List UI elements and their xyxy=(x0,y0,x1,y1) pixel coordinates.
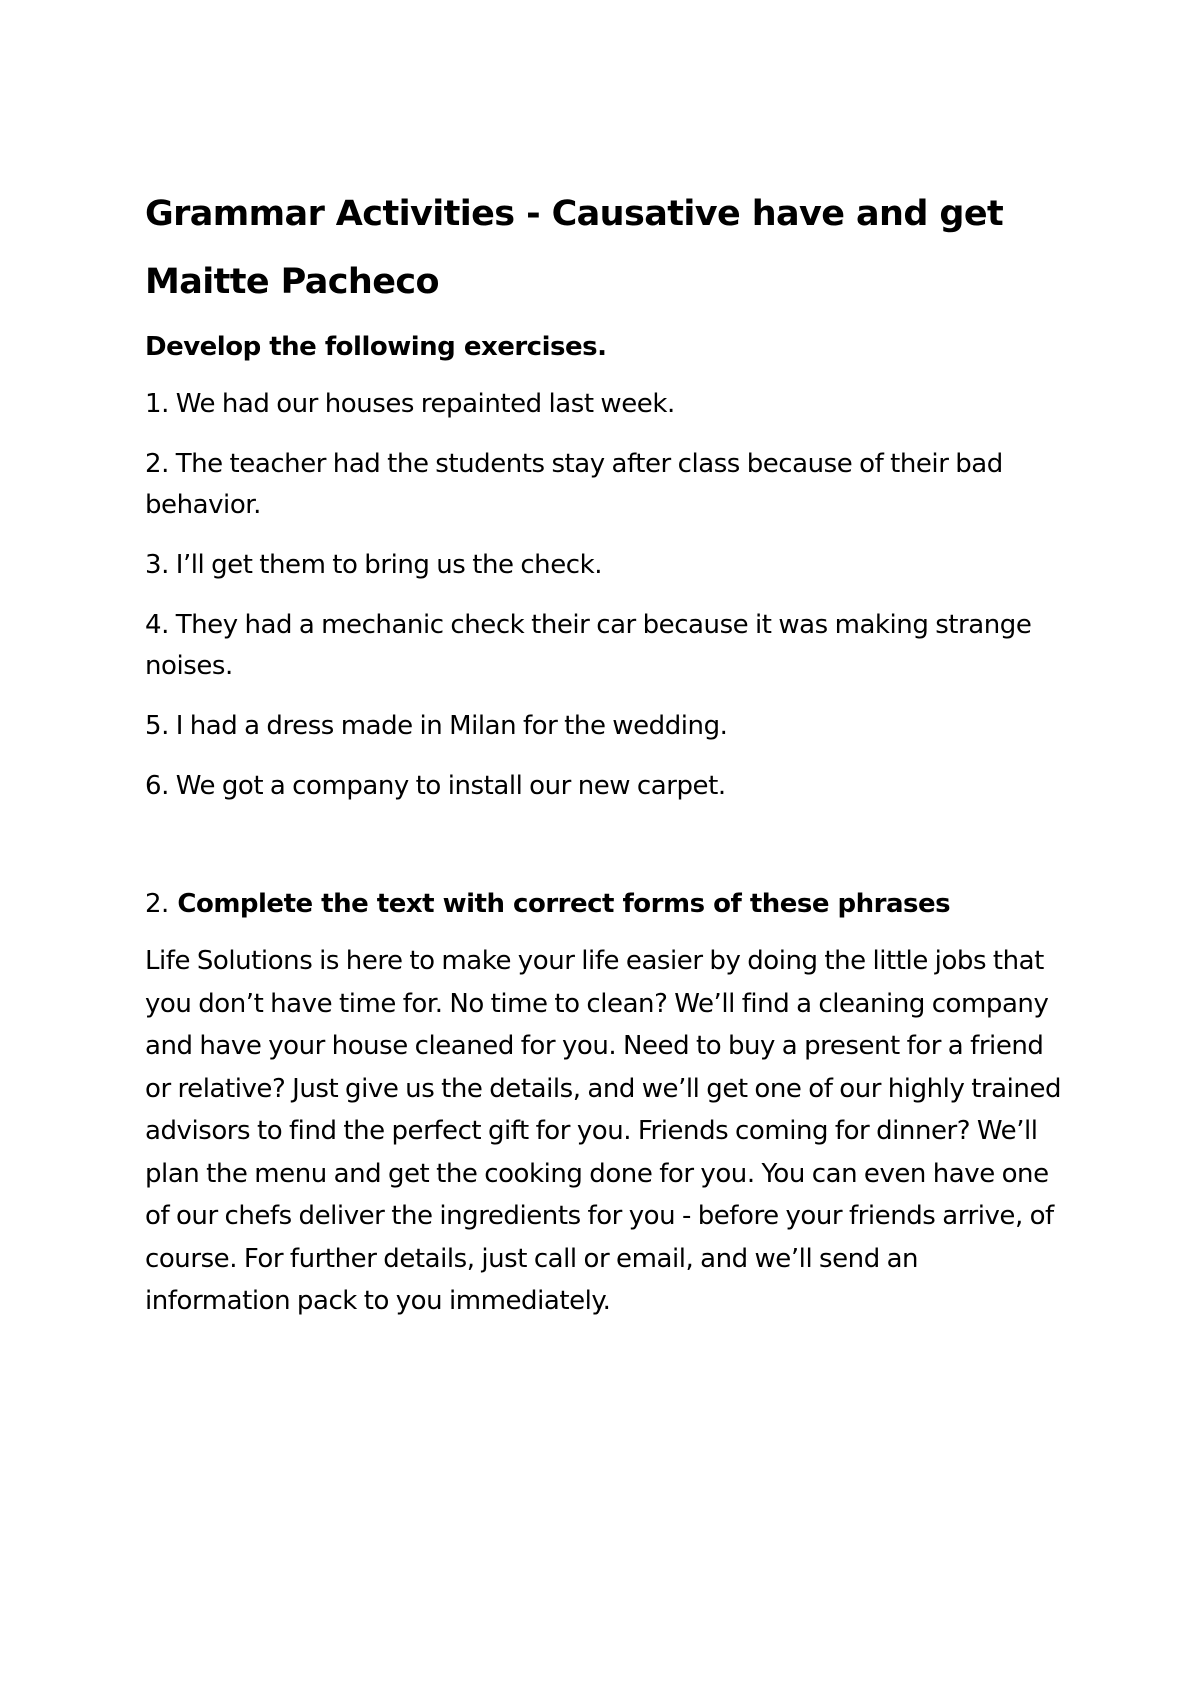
exercise-list xyxy=(145,384,1065,807)
author-name: Maitte Pacheco xyxy=(145,262,439,302)
document-content xyxy=(145,192,1065,1323)
exercise-item-2: 2. The teacher had the students stay after class because of their bad behavior. xyxy=(145,449,1003,520)
exercise-item-1: 1. We had our houses repainted last week. xyxy=(145,389,675,419)
exercise-item-4: 4. They had a mechanic check their car because it was making strange noises. xyxy=(145,610,1032,681)
section-2-number: 2. xyxy=(145,889,169,919)
exercise-item-3: 3. I’ll get them to bring us the check. xyxy=(145,550,603,580)
exercise-instruction: Develop the following exercises. xyxy=(145,332,607,362)
section-2-paragraph: Life Solutions is here to make your life easier by doing the little jobs that you don’t have time for. No time to clean? We’ll find a cleaning company and have your house cleaned for you. Need to buy a present for a friend or relative? Just give us the details, and we’ll get one of our highly trained advisors to find the perfect gift for you. Friends coming for dinner? We’ll plan the menu and get the cooking done for you. You can even have one of our chefs deliver the ingredients for you - before your friends arrive, of course. For further details, just call or email, and we’ll send an information pack to you immediately. xyxy=(145,946,1062,1316)
section-2-title: Complete the text with correct forms of these phrases xyxy=(177,889,951,919)
section-2-heading xyxy=(145,884,1065,924)
document-title: Grammar Activities - Causative have and get xyxy=(145,194,1004,234)
exercise-item-5: 5. I had a dress made in Milan for the wedding. xyxy=(145,711,728,741)
exercise-item-6: 6. We got a company to install our new carpet. xyxy=(145,771,726,801)
